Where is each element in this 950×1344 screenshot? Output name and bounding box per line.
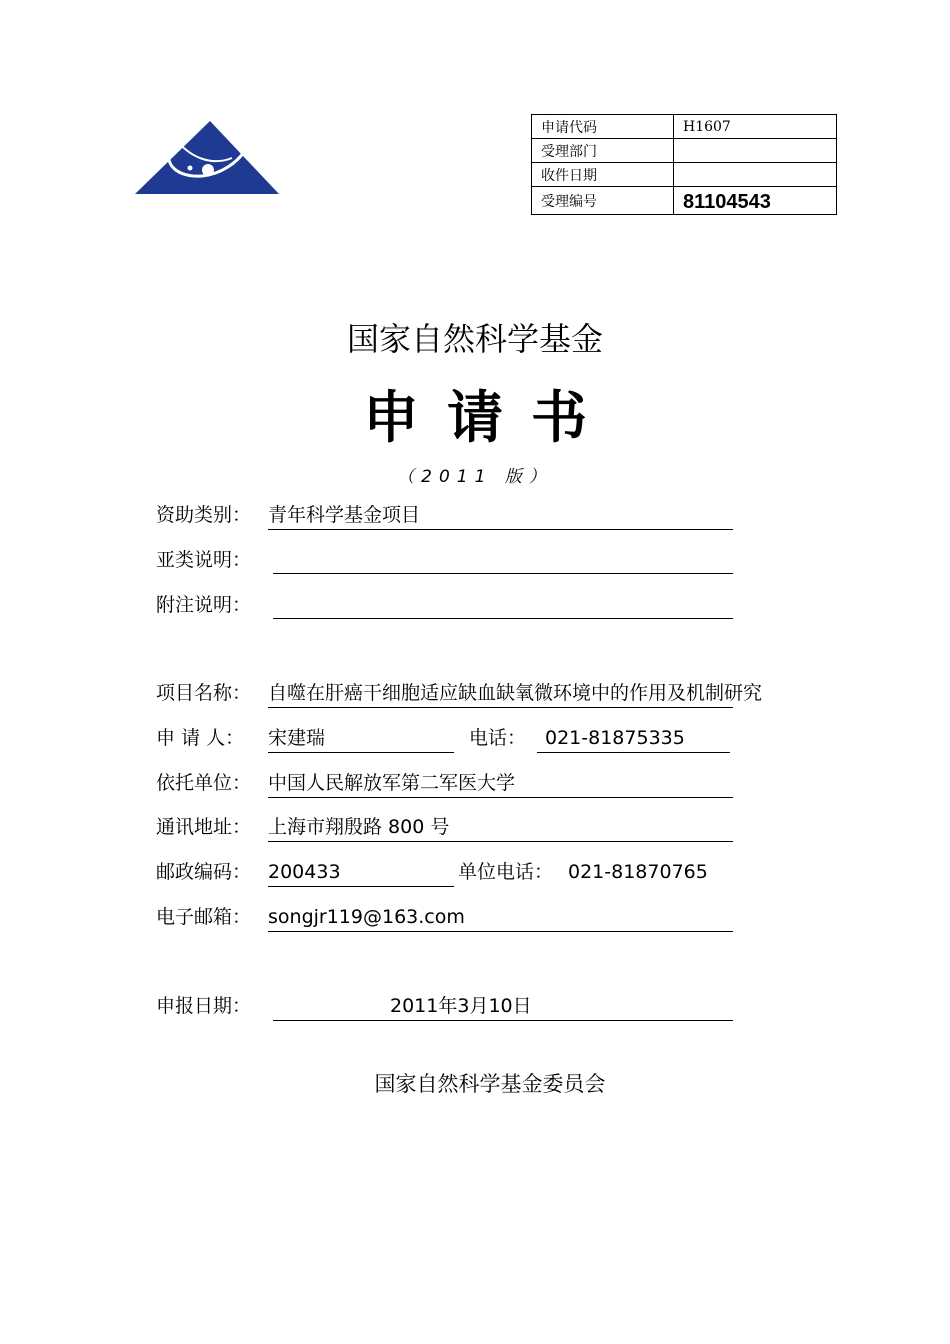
address-label: 通讯地址： bbox=[156, 816, 252, 838]
table-row bbox=[532, 139, 837, 163]
table-cell-label: 收件日期 bbox=[532, 163, 674, 187]
acceptance-number: 81104543 bbox=[674, 187, 837, 215]
unit-phone-value: 021-81870765 bbox=[568, 861, 708, 883]
project-name-underline bbox=[268, 707, 733, 708]
address-value: 上海市翔殷路 800 号 bbox=[268, 816, 450, 838]
applicant-value: 宋建瑞 bbox=[268, 727, 326, 749]
phone-label: 电话： bbox=[469, 727, 527, 749]
table-row bbox=[532, 187, 837, 215]
table-cell-label: 申请代码 bbox=[532, 115, 674, 139]
address-underline bbox=[268, 841, 733, 842]
nsfc-logo-icon bbox=[132, 118, 282, 198]
applicant-underline bbox=[268, 752, 454, 753]
table-cell-label: 受理编号 bbox=[532, 187, 674, 215]
postcode-label: 邮政编码： bbox=[156, 861, 252, 883]
postcode-value: 200433 bbox=[268, 861, 341, 883]
email-underline bbox=[268, 931, 733, 932]
note-label: 附注说明： bbox=[156, 594, 252, 616]
institution-label: 依托单位： bbox=[156, 772, 252, 794]
project-name-value: 自噬在肝癌干细胞适应缺血缺氧微环境中的作用及机制研究 bbox=[268, 682, 763, 704]
postcode-underline bbox=[268, 886, 454, 887]
table-row bbox=[532, 163, 837, 187]
unit-phone-label: 单位电话： bbox=[458, 861, 554, 883]
phone-underline bbox=[537, 752, 730, 753]
issuer-name: 国家自然科学基金委员会 bbox=[374, 1072, 606, 1096]
subtype-label: 亚类说明： bbox=[156, 549, 252, 571]
table-cell-label: 受理部门 bbox=[532, 139, 674, 163]
project-name-label: 项目名称： bbox=[156, 682, 252, 704]
applicant-label: 申 请 人： bbox=[156, 727, 245, 749]
email-value: songjr119@163.com bbox=[268, 906, 465, 928]
email-label: 电子邮箱： bbox=[156, 906, 252, 928]
funding-type-label: 资助类别： bbox=[156, 504, 252, 526]
funding-type-underline bbox=[268, 529, 733, 530]
document-title: 申请书 bbox=[363, 386, 615, 451]
institution-value: 中国人民解放军第二军医大学 bbox=[268, 772, 516, 794]
phone-value: 021-81875335 bbox=[545, 727, 685, 749]
subtype-underline bbox=[273, 573, 733, 574]
funding-type-value: 青年科学基金项目 bbox=[268, 504, 421, 526]
edition-label: （2011 版） bbox=[397, 467, 553, 487]
date-label: 申报日期： bbox=[156, 995, 252, 1017]
table-row bbox=[532, 115, 837, 139]
institution-underline bbox=[268, 797, 733, 798]
table-cell-value: H1607 bbox=[674, 115, 837, 139]
note-underline bbox=[273, 618, 733, 619]
table-cell-value bbox=[674, 163, 837, 187]
application-info-table bbox=[531, 114, 837, 215]
date-value: 2011年3月10日 bbox=[390, 995, 532, 1017]
date-underline bbox=[273, 1020, 733, 1021]
fund-title: 国家自然科学基金 bbox=[346, 320, 603, 358]
table-cell-value bbox=[674, 139, 837, 163]
